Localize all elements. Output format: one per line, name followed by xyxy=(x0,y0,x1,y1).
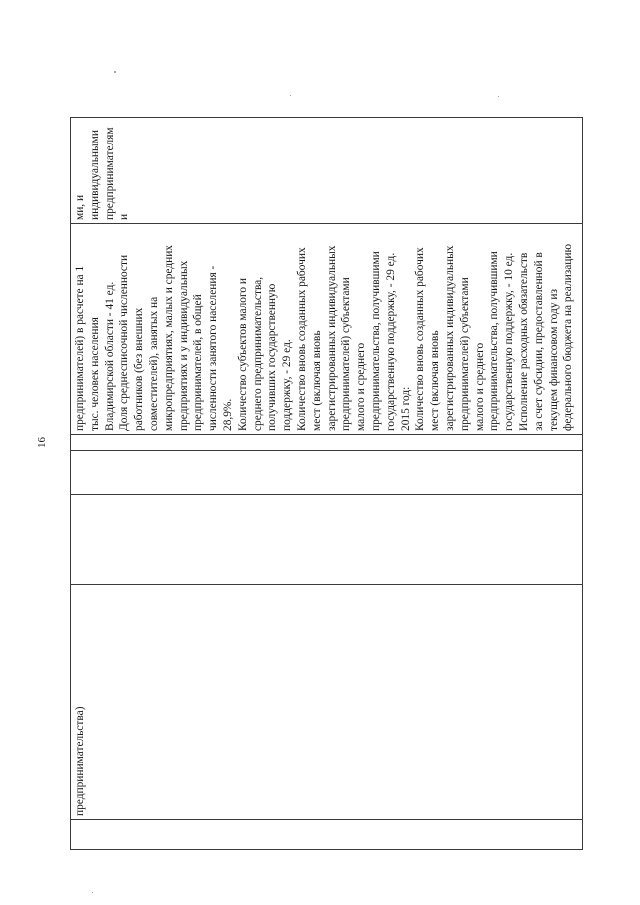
table-row xyxy=(71,118,583,850)
table-cell xyxy=(71,495,583,585)
scan-speck xyxy=(498,96,499,97)
cell-text-results: предпринимателей) в расчете на 1 тыс. человек населения Владимирской области - 41 ед. Доля среднесписочной численности работников (без внешних совместителей), занятых на микропредприятиях, малых и средних предприятиях и у индивидуальных предпринимателей, в общей численности занятого населения - 28,9%. Количество субъектов малого и среднего предпринимательства, получивших государственную поддержку, - 29 ед. Количество вновь созданных рабочих мест (включая вновь зарегистрированных индивидуальных предпринимателей) субъектами малого и среднего предпринимательства, получившими государственную поддержку, - 29 ед. 2015 год: Количество вновь созданных рабочих мест (включая вновь зарегистрированных индивидуальных предпринимателей) субъектами малого и среднего предпринимательства, получившими государственную поддержку, - 10 ед. Исполнение расходных обязательств за счет субсидии, предоставленной в текущем финансовом году из федерального бюджета на реализацию xyxy=(74,244,575,431)
scan-speck xyxy=(92,892,93,893)
table-cell-edge xyxy=(71,820,583,850)
scan-speck xyxy=(290,95,291,96)
rotated-table-wrapper xyxy=(70,118,583,850)
scan-speck xyxy=(114,71,116,73)
table-cell xyxy=(71,435,583,451)
cell-text-links: ми, и индивидуальными предпринимателям и xyxy=(74,127,131,220)
table-cell xyxy=(71,451,583,495)
page-number: 16 xyxy=(36,437,48,448)
program-indicators-table xyxy=(70,117,583,850)
table-cell xyxy=(71,224,583,435)
table-cell xyxy=(71,585,583,820)
cell-text-activity: предпринимательства) xyxy=(74,706,86,816)
table-cell xyxy=(71,118,583,224)
